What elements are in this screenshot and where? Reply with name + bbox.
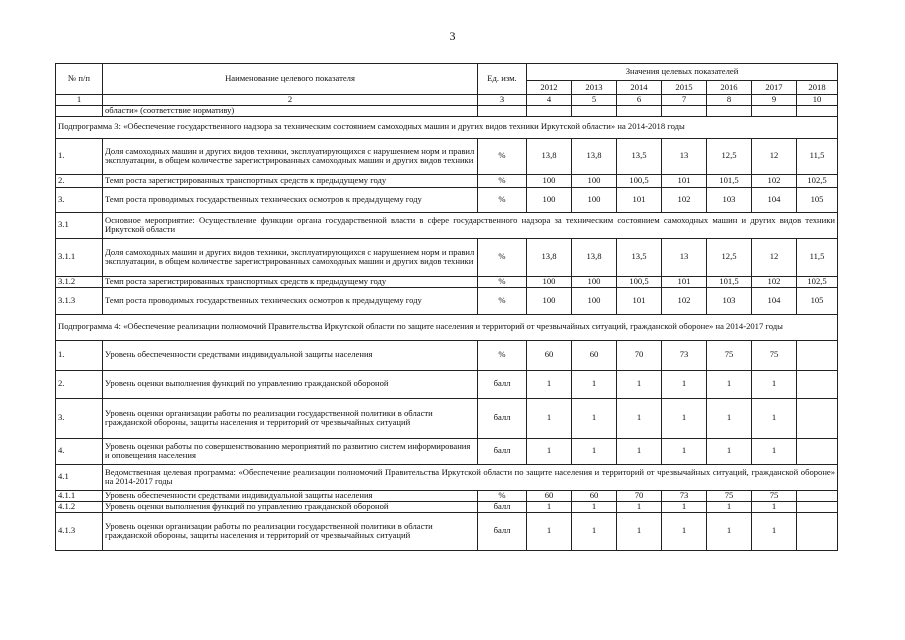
row-index: 4.1 (56, 464, 103, 490)
indicator-value: 12,5 (707, 238, 752, 276)
header-year: 2014 (617, 81, 662, 95)
indicator-value: 13,8 (572, 238, 617, 276)
indicator-value: 13,8 (527, 138, 572, 174)
indicator-value: 102 (752, 174, 797, 187)
indicator-unit: % (478, 174, 527, 187)
indicator-name: Темп роста проводимых государственных технических осмотров к предыдущему году (103, 187, 478, 212)
indicator-name: Доля самоходных машин и других видов техники, эксплуатирующихся с нарушением норм и правил эксплуатации, в общем количестве зарегистрированных самоходных машин и других видов техники (103, 138, 478, 174)
indicator-value: 1 (707, 512, 752, 550)
indicator-value: 1 (752, 512, 797, 550)
indicator-value: 1 (617, 512, 662, 550)
event-row (56, 212, 838, 238)
indicator-value: 13,8 (527, 238, 572, 276)
continuation-row (56, 106, 838, 117)
row-index: 2. (56, 370, 103, 398)
indicator-value: 75 (707, 340, 752, 370)
indicator-value: 12,5 (707, 138, 752, 174)
indicator-value: 13,8 (572, 138, 617, 174)
indicator-value: 70 (617, 340, 662, 370)
subprogram-row (56, 116, 838, 138)
indicator-unit: % (478, 238, 527, 276)
indicator-value (797, 438, 838, 464)
indicator-unit: балл (478, 370, 527, 398)
indicator-value: 75 (752, 340, 797, 370)
indicator-value: 100 (527, 287, 572, 314)
column-number: 3 (478, 95, 527, 106)
indicator-value: 1 (617, 370, 662, 398)
indicator-value: 100 (572, 287, 617, 314)
indicator-value: 101 (617, 287, 662, 314)
indicator-value: 11,5 (797, 138, 838, 174)
column-number: 2 (103, 95, 478, 106)
indicator-row (56, 138, 838, 174)
indicator-name: Уровень оценки организации работы по реализации государственной политики в области гражданской обороны, защиты населения и территорий от чрезвычайных ситуаций (103, 512, 478, 550)
indicator-value: 100 (527, 276, 572, 287)
row-index: 3.1 (56, 212, 103, 238)
indicator-unit: балл (478, 398, 527, 438)
indicator-value: 100 (527, 187, 572, 212)
indicator-value: 100 (527, 174, 572, 187)
indicator-name: Уровень оценки выполнения функций по управлению гражданской обороной (103, 370, 478, 398)
indicator-value: 105 (797, 287, 838, 314)
indicator-value (797, 370, 838, 398)
indicator-row (56, 187, 838, 212)
indicator-value: 100,5 (617, 174, 662, 187)
indicator-value: 1 (662, 501, 707, 512)
indicator-value: 102 (752, 276, 797, 287)
indicator-value: 1 (662, 370, 707, 398)
indicator-value: 101 (617, 187, 662, 212)
header-name: Наименование целевого показателя (103, 64, 478, 95)
column-number: 6 (617, 95, 662, 106)
row-index (56, 106, 103, 117)
indicator-value: 100 (572, 276, 617, 287)
indicator-value: 60 (527, 340, 572, 370)
header-year: 2018 (797, 81, 838, 95)
indicator-name: Уровень обеспеченности средствами индивидуальной защиты населения (103, 340, 478, 370)
indicator-value (572, 106, 617, 117)
column-number: 9 (752, 95, 797, 106)
row-index: 1. (56, 340, 103, 370)
indicator-value: 1 (617, 398, 662, 438)
indicator-value: 103 (707, 287, 752, 314)
row-index: 3.1.2 (56, 276, 103, 287)
subprogram-title: Подпрограмма 4: «Обеспечение реализации полномочий Правительства Иркутской области по защите населения и территорий от чрезвычайных ситуаций, гражданской обороне» на 2014-2017 годы (56, 314, 838, 340)
indicator-unit (478, 106, 527, 117)
indicator-value: 73 (662, 340, 707, 370)
indicator-value: 1 (527, 370, 572, 398)
indicator-value: 103 (707, 187, 752, 212)
indicator-value: 13 (662, 238, 707, 276)
indicator-value: 100 (572, 174, 617, 187)
indicator-value: 73 (662, 490, 707, 501)
row-index: 4. (56, 438, 103, 464)
indicator-unit: % (478, 287, 527, 314)
column-number: 10 (797, 95, 838, 106)
indicator-value: 12 (752, 138, 797, 174)
indicator-unit: % (478, 187, 527, 212)
header-year: 2013 (572, 81, 617, 95)
indicator-value: 1 (662, 438, 707, 464)
indicator-value: 1 (707, 501, 752, 512)
column-number: 7 (662, 95, 707, 106)
indicator-value: 75 (752, 490, 797, 501)
indicator-value: 11,5 (797, 238, 838, 276)
indicator-value: 70 (617, 490, 662, 501)
row-index: 2. (56, 174, 103, 187)
indicator-row (56, 238, 838, 276)
indicator-value (797, 501, 838, 512)
event-row (56, 464, 838, 490)
subprogram-title: Подпрограмма 3: «Обеспечение государственного надзора за техническим состоянием самоходных машин и других видов техники Иркутской области» на 2014-2018 годы (56, 116, 838, 138)
indicator-value: 102 (662, 187, 707, 212)
indicator-row (56, 370, 838, 398)
indicator-value (662, 106, 707, 117)
indicator-value: 104 (752, 287, 797, 314)
indicator-value (752, 106, 797, 117)
event-title: Ведомственная целевая программа: «Обеспечение реализации полномочий Правительства Иркутской области по защите населения и территорий от чрезвычайных ситуаций, гражданской обороне» на 2014-2017 годы (103, 464, 838, 490)
indicator-value: 12 (752, 238, 797, 276)
indicator-value: 1 (752, 370, 797, 398)
row-index: 4.1.2 (56, 501, 103, 512)
header-unit: Ед. изм. (478, 64, 527, 95)
indicator-value: 100 (572, 187, 617, 212)
header-year: 2015 (662, 81, 707, 95)
subprogram-row (56, 314, 838, 340)
indicator-value: 101 (662, 276, 707, 287)
indicator-name: Уровень оценки организации работы по реализации государственной политики в области гражданской обороны, защиты населения и территорий от чрезвычайных ситуаций (103, 398, 478, 438)
indicator-row (56, 501, 838, 512)
indicator-value: 1 (662, 512, 707, 550)
indicator-value: 1 (617, 438, 662, 464)
indicator-value: 13,5 (617, 138, 662, 174)
indicator-value (797, 106, 838, 117)
indicator-value: 1 (707, 398, 752, 438)
indicator-value: 75 (707, 490, 752, 501)
indicator-value (797, 490, 838, 501)
indicator-value: 1 (572, 512, 617, 550)
indicator-row (56, 398, 838, 438)
event-title: Основное мероприятие: Осуществление функции органа государственной власти в сфере государственного надзора за техническим состоянием самоходных машин и других видов техники Иркутской области (103, 212, 838, 238)
row-index: 3. (56, 187, 103, 212)
indicator-value: 1 (572, 501, 617, 512)
indicator-unit: балл (478, 512, 527, 550)
indicator-value: 1 (527, 398, 572, 438)
indicator-unit: % (478, 276, 527, 287)
indicator-value: 60 (527, 490, 572, 501)
indicator-value: 102,5 (797, 174, 838, 187)
indicator-value: 1 (572, 370, 617, 398)
indicator-value: 13,5 (617, 238, 662, 276)
indicator-name: Темп роста зарегистрированных транспортных средств к предыдущему году (103, 276, 478, 287)
indicator-row (56, 340, 838, 370)
indicator-name: Уровень обеспеченности средствами индивидуальной защиты населения (103, 490, 478, 501)
indicator-value: 1 (527, 512, 572, 550)
column-number: 8 (707, 95, 752, 106)
indicator-value: 101 (662, 174, 707, 187)
indicator-value: 1 (752, 501, 797, 512)
indicator-name: Уровень оценки работы по совершенствованию мероприятий по развитию систем информирования и оповещения населения (103, 438, 478, 464)
header-index: № п/п (56, 64, 103, 95)
row-index: 4.1.3 (56, 512, 103, 550)
indicator-value: 1 (752, 398, 797, 438)
indicator-value (617, 106, 662, 117)
indicator-row (56, 490, 838, 501)
indicator-value: 104 (752, 187, 797, 212)
indicator-value: 1 (527, 501, 572, 512)
column-number: 1 (56, 95, 103, 106)
indicator-value (797, 512, 838, 550)
indicator-value: 1 (572, 438, 617, 464)
header-year: 2012 (527, 81, 572, 95)
row-index: 4.1.1 (56, 490, 103, 501)
indicator-row (56, 287, 838, 314)
indicator-value: 60 (572, 340, 617, 370)
header-year: 2016 (707, 81, 752, 95)
indicator-unit: % (478, 340, 527, 370)
indicator-name: Уровень оценки выполнения функций по управлению гражданской обороной (103, 501, 478, 512)
indicator-name: Доля самоходных машин и других видов техники, эксплуатирующихся с нарушением норм и правил эксплуатации, в общем количестве зарегистрированных самоходных машин и других видов техники (103, 238, 478, 276)
indicator-row (56, 438, 838, 464)
indicator-value (797, 398, 838, 438)
table-body (56, 106, 838, 551)
indicator-value: 1 (707, 438, 752, 464)
indicator-value: 1 (617, 501, 662, 512)
indicators-table (55, 63, 838, 551)
column-number: 5 (572, 95, 617, 106)
page-number: 3 (449, 29, 456, 43)
indicator-row (56, 174, 838, 187)
indicator-value: 1 (752, 438, 797, 464)
indicator-value (797, 340, 838, 370)
indicator-value: 1 (662, 398, 707, 438)
indicator-value: 101,5 (707, 174, 752, 187)
indicator-name: Темп роста зарегистрированных транспортных средств к предыдущему году (103, 174, 478, 187)
column-number: 4 (527, 95, 572, 106)
indicator-name: области» (соответствие нормативу) (103, 106, 478, 117)
indicator-value: 101,5 (707, 276, 752, 287)
indicator-unit: балл (478, 501, 527, 512)
indicator-row (56, 276, 838, 287)
row-index: 3.1.3 (56, 287, 103, 314)
indicator-value: 105 (797, 187, 838, 212)
row-index: 1. (56, 138, 103, 174)
indicator-row (56, 512, 838, 550)
row-index: 3.1.1 (56, 238, 103, 276)
indicator-name: Темп роста проводимых государственных технических осмотров к предыдущему году (103, 287, 478, 314)
indicator-value: 102 (662, 287, 707, 314)
indicator-value: 1 (572, 398, 617, 438)
header-values: Значения целевых показателей (527, 64, 838, 81)
header-year: 2017 (752, 81, 797, 95)
indicator-unit: балл (478, 438, 527, 464)
indicator-value: 60 (572, 490, 617, 501)
indicator-value: 13 (662, 138, 707, 174)
indicator-value (527, 106, 572, 117)
indicator-value (707, 106, 752, 117)
row-index: 3. (56, 398, 103, 438)
indicator-unit: % (478, 138, 527, 174)
indicator-value: 102,5 (797, 276, 838, 287)
indicator-value: 1 (527, 438, 572, 464)
indicator-value: 100,5 (617, 276, 662, 287)
indicator-unit: % (478, 490, 527, 501)
indicator-value: 1 (707, 370, 752, 398)
